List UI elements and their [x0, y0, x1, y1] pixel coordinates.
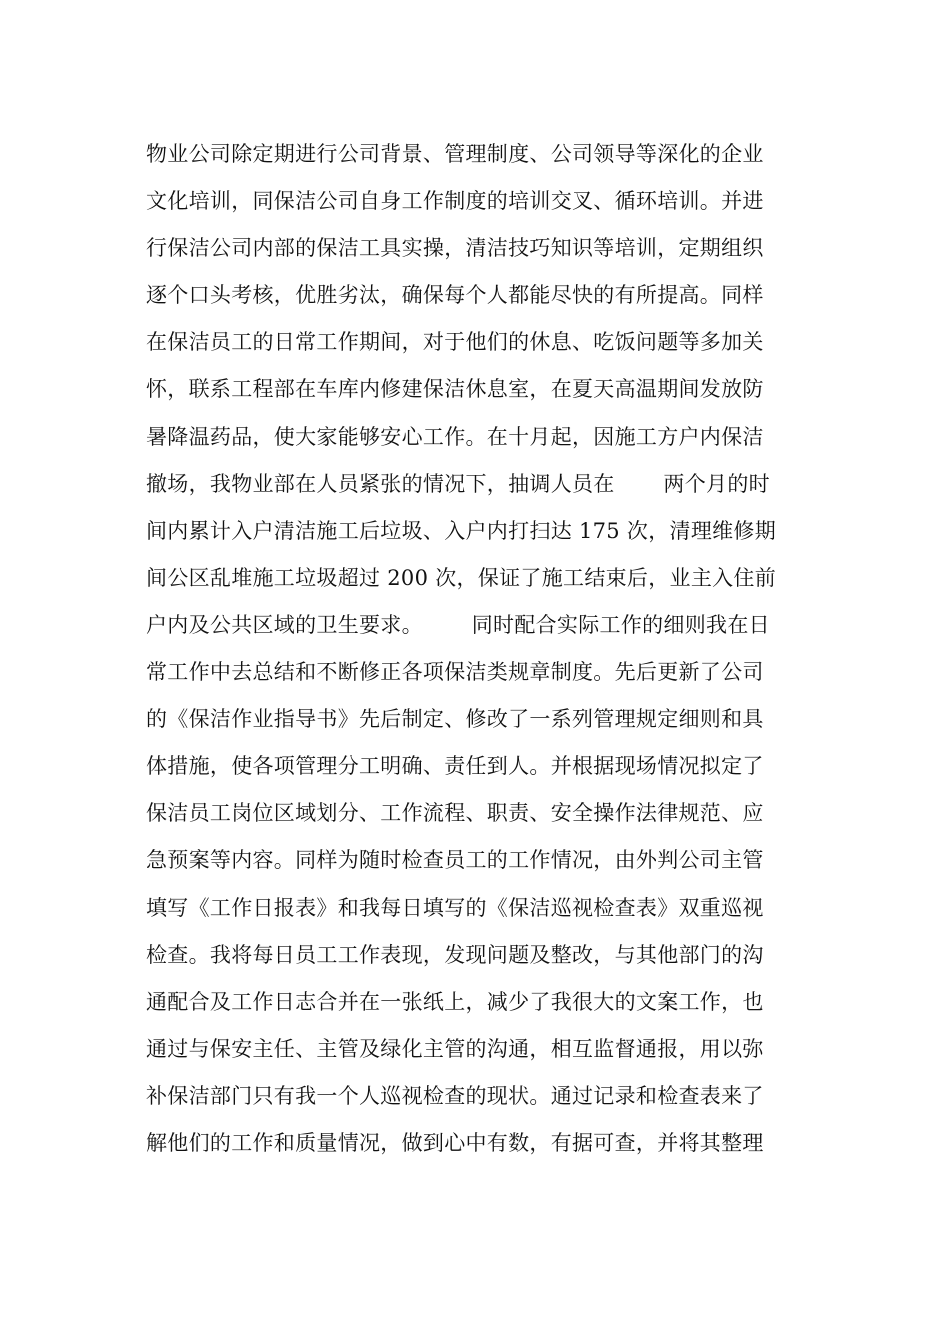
- text-line: 暑降温药品，使大家能够安心工作。在十月起，因施工方户内保洁: [146, 424, 764, 449]
- text-line: 逐个口头考核，优胜劣汰，确保每个人都能尽快的有所提高。同样: [146, 283, 764, 308]
- text-line: 检查。我将每日员工工作表现，发现问题及整改，与其他部门的沟: [146, 942, 764, 967]
- text-line: 行保洁公司内部的保洁工具实操，清洁技巧知识等培训，定期组织: [146, 236, 764, 261]
- text-line: 体措施，使各项管理分工明确、责任到人。并根据现场情况拟定了: [146, 754, 764, 779]
- text-line: 撤场，我物业部在人员紧张的情况下，抽调人员在 两个月的时: [146, 471, 770, 496]
- text-line: 物业公司除定期进行公司背景、管理制度、公司领导等深化的企业: [146, 142, 764, 166]
- text-line: 填写《工作日报表》和我每日填写的《保洁巡视检查表》双重巡视: [146, 895, 764, 920]
- text-line: 解他们的工作和质量情况，做到心中有数，有据可查，并将其整理: [146, 1130, 764, 1155]
- text-line: 补保洁部门只有我一个人巡视检查的现状。通过记录和检查表来了: [146, 1083, 764, 1108]
- text-line: 通过与保安主任、主管及绿化主管的沟通，相互监督通报，用以弥: [146, 1036, 764, 1061]
- text-line: 间公区乱堆施工垃圾超过 200 次，保证了施工结束后，业主入住前: [146, 565, 777, 590]
- text-line: 间内累计入户清洁施工后垃圾、入户内打扫达 175 次，清理维修期: [146, 518, 777, 543]
- text-line: 的《保洁作业指导书》先后制定、修改了一系列管理规定细则和具: [146, 707, 764, 732]
- text-line: 保洁员工岗位区域划分、工作流程、职责、安全操作法律规范、应: [146, 801, 764, 826]
- text-line: 通配合及工作日志合并在一张纸上，减少了我很大的文案工作，也: [146, 989, 764, 1014]
- body-paragraph: [146, 131, 816, 1167]
- text-line: 户内及公共区域的卫生要求。 同时配合实际工作的细则我在日: [146, 612, 770, 637]
- text-line: 文化培训，同保洁公司自身工作制度的培训交叉、循环培训。并进: [146, 189, 764, 214]
- text-line: 急预案等内容。同样为随时检查员工的工作情况，由外判公司主管: [146, 848, 764, 873]
- text-line: 怀，联系工程部在车库内修建保洁休息室，在夏天高温期间发放防: [146, 377, 764, 402]
- text-line: 常工作中去总结和不断修正各项保洁类规章制度。先后更新了公司: [146, 660, 764, 685]
- text-line: 在保洁员工的日常工作期间，对于他们的休息、吃饭问题等多加关: [146, 330, 764, 355]
